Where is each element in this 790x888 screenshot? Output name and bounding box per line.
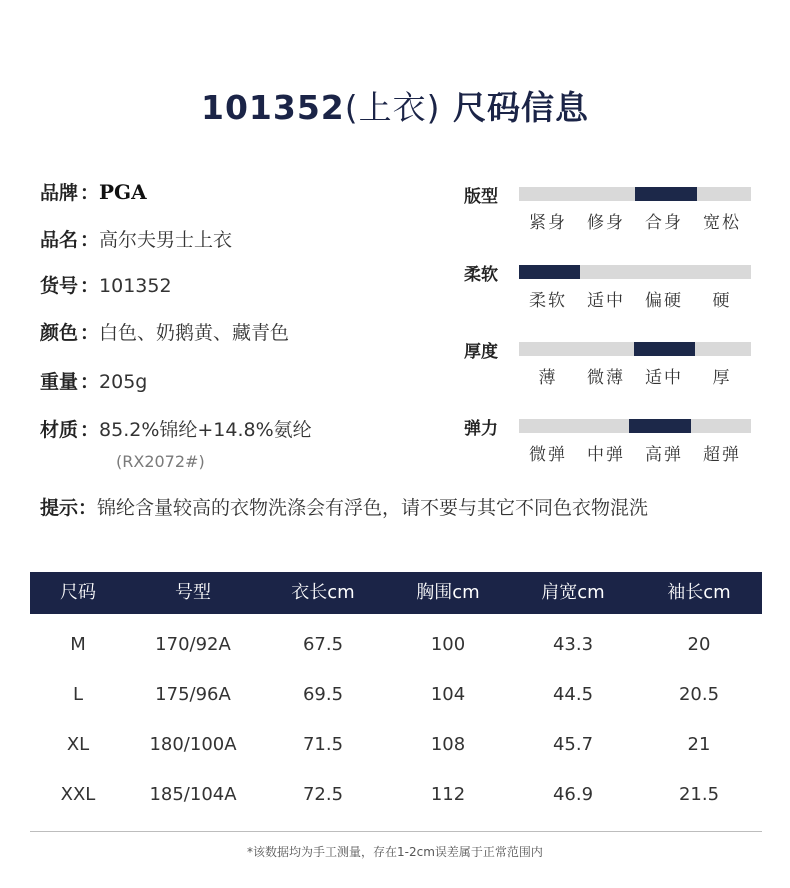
scale-track bbox=[519, 419, 751, 433]
care-tip bbox=[40, 494, 648, 522]
table-cell: 43.3 bbox=[552, 634, 594, 655]
info-separator: ： bbox=[80, 275, 100, 297]
info-name bbox=[40, 227, 232, 253]
table-row bbox=[30, 620, 762, 670]
scale-indicator bbox=[635, 187, 697, 201]
title-category: (上衣) bbox=[344, 88, 441, 127]
table-cell: 180/100A bbox=[149, 734, 237, 755]
scale-option: 合身 bbox=[645, 213, 683, 233]
table-cell: 21.5 bbox=[678, 784, 720, 805]
table-cell: XXL bbox=[60, 784, 96, 805]
scale-option: 薄 bbox=[538, 368, 558, 388]
info-value: 205g bbox=[99, 371, 148, 393]
scale-option: 适中 bbox=[645, 368, 683, 388]
scale-option: 适中 bbox=[587, 291, 625, 311]
scale-label: 弹力 bbox=[464, 419, 498, 439]
table-header bbox=[30, 572, 762, 614]
scale-options bbox=[519, 286, 751, 310]
info-label: 品牌 bbox=[40, 182, 79, 204]
info-separator: ： bbox=[80, 322, 100, 344]
table-cell: L bbox=[72, 684, 84, 705]
column-header: 肩宽cm bbox=[541, 582, 605, 603]
tip-text: 锦纶含量较高的衣物洗涤会有浮色，请不要与其它不同色衣物混洗 bbox=[97, 497, 649, 519]
column-header: 胸围cm bbox=[416, 582, 480, 603]
table-cell: 20.5 bbox=[678, 684, 720, 705]
table-cell: 21 bbox=[687, 734, 711, 755]
table-cell: 108 bbox=[430, 734, 466, 755]
table-cell: 44.5 bbox=[552, 684, 594, 705]
info-separator: ： bbox=[80, 182, 100, 204]
table-cell: 69.5 bbox=[302, 684, 344, 705]
scale-indicator bbox=[634, 342, 695, 356]
scale-options bbox=[519, 363, 751, 387]
scale-option: 微弹 bbox=[529, 445, 567, 465]
column-header: 尺码 bbox=[60, 582, 96, 603]
table-row bbox=[30, 720, 762, 770]
info-value: 高尔夫男士上衣 bbox=[99, 229, 233, 251]
scale-option: 中弹 bbox=[587, 445, 625, 465]
table-cell: 72.5 bbox=[302, 784, 344, 805]
measurement-footnote: *该数据均为手工测量，存在1-2cm误差属于正常范围内 bbox=[247, 845, 543, 859]
scale-option: 柔软 bbox=[529, 291, 567, 311]
scale-label: 柔软 bbox=[464, 265, 498, 285]
column-header: 袖长cm bbox=[667, 582, 731, 603]
table-cell: 71.5 bbox=[302, 734, 344, 755]
info-label: 颜色 bbox=[40, 322, 79, 344]
scale-option: 高弹 bbox=[645, 445, 683, 465]
info-label: 品名 bbox=[40, 229, 79, 251]
scale-indicator bbox=[629, 419, 691, 433]
column-header: 衣长cm bbox=[291, 582, 355, 603]
scale-option: 宽松 bbox=[703, 213, 741, 233]
info-separator: ： bbox=[78, 497, 98, 519]
table-cell: M bbox=[70, 634, 86, 655]
scale-option: 修身 bbox=[587, 213, 625, 233]
table-cell: XL bbox=[66, 734, 90, 755]
info-separator: ： bbox=[80, 229, 100, 251]
table-cell: 46.9 bbox=[552, 784, 594, 805]
info-label: 重量 bbox=[40, 371, 79, 393]
scale-option: 紧身 bbox=[529, 213, 567, 233]
brand-logo-text: PGA bbox=[99, 180, 147, 204]
table-cell: 20 bbox=[687, 634, 711, 655]
info-label: 货号 bbox=[40, 275, 79, 297]
scale-indicator bbox=[519, 265, 580, 279]
info-label: 材质 bbox=[40, 419, 79, 441]
info-brand bbox=[40, 179, 147, 206]
info-value: 85.2%锦纶+14.8%氨纶 bbox=[99, 419, 312, 441]
size-table bbox=[30, 572, 762, 820]
info-separator: ： bbox=[80, 371, 100, 393]
table-row bbox=[30, 670, 762, 720]
info-value: 101352 bbox=[99, 275, 172, 297]
info-value: 白色、奶鹅黄、藏青色 bbox=[99, 322, 290, 344]
scale-options bbox=[519, 208, 751, 232]
scale-option: 偏硬 bbox=[645, 291, 683, 311]
table-cell: 170/92A bbox=[155, 634, 231, 655]
column-header: 号型 bbox=[175, 582, 211, 603]
info-material bbox=[40, 417, 312, 443]
info-weight bbox=[40, 369, 147, 395]
scale-option: 厚 bbox=[712, 368, 732, 388]
table-cell: 175/96A bbox=[155, 684, 231, 705]
scale-track bbox=[519, 265, 751, 279]
page-title bbox=[0, 82, 790, 129]
title-suffix: 尺码信息 bbox=[440, 88, 590, 127]
table-cell: 45.7 bbox=[552, 734, 594, 755]
table-cell: 67.5 bbox=[302, 634, 344, 655]
scale-track bbox=[519, 342, 751, 356]
title-code: 101352 bbox=[200, 88, 345, 127]
divider bbox=[30, 831, 762, 832]
info-separator: ： bbox=[80, 419, 100, 441]
scale-label: 版型 bbox=[464, 187, 498, 207]
info-sku bbox=[40, 273, 172, 299]
table-cell: 100 bbox=[430, 634, 466, 655]
scale-option: 超弹 bbox=[703, 445, 741, 465]
scale-options bbox=[519, 440, 751, 464]
scale-track bbox=[519, 187, 751, 201]
scale-label: 厚度 bbox=[464, 342, 498, 362]
tip-label: 提示 bbox=[40, 497, 79, 519]
table-cell: 112 bbox=[430, 784, 466, 805]
scale-option: 微薄 bbox=[587, 368, 625, 388]
scale-option: 硬 bbox=[712, 291, 732, 311]
info-color bbox=[40, 320, 289, 346]
table-cell: 104 bbox=[430, 684, 466, 705]
material-code: (RX2072#) bbox=[116, 452, 205, 471]
table-row bbox=[30, 770, 762, 820]
table-cell: 185/104A bbox=[149, 784, 237, 805]
